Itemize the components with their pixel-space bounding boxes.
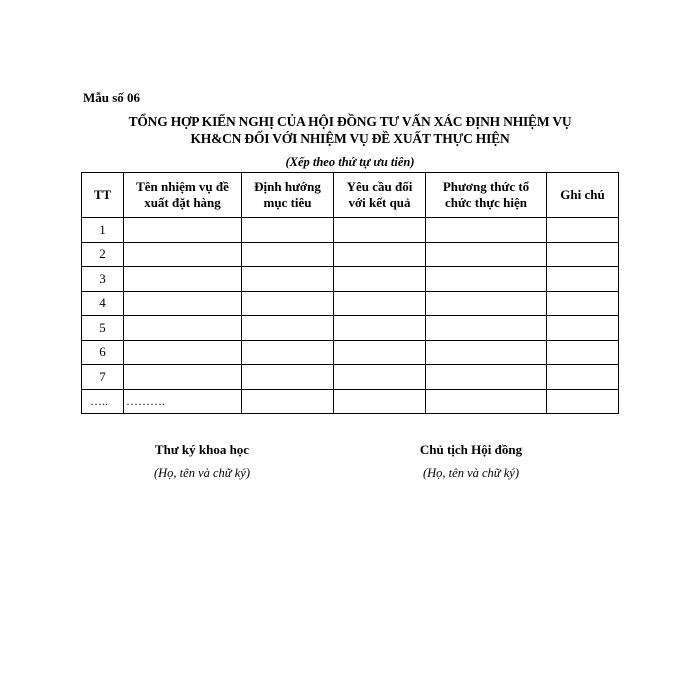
method-cell: [426, 365, 547, 390]
result-cell: [334, 316, 426, 341]
goal-cell: [242, 389, 334, 414]
row-number: 3: [82, 267, 124, 292]
header-goal: Định hướng mục tiêu: [242, 173, 334, 218]
result-cell: [334, 291, 426, 316]
secretary-label: Thư ký khoa học: [154, 442, 250, 457]
table-row: [82, 242, 619, 267]
goal-cell: [242, 242, 334, 267]
task-name-ellipsis: ……….: [124, 389, 242, 414]
method-cell: [426, 291, 547, 316]
secretary-signature-block: [102, 442, 302, 481]
secretary-signature-note: (Họ, tên và chữ ký): [153, 466, 250, 480]
note-cell: [547, 218, 619, 243]
document-title-line-1: TỔNG HỢP KIẾN NGHỊ CỦA HỘI ĐỒNG TƯ VẤN XÁC ĐỊNH NHIỆM VỤ: [128, 114, 572, 129]
result-cell: [334, 340, 426, 365]
goal-cell: [242, 365, 334, 390]
table-header-row: [82, 173, 619, 218]
method-cell: [426, 389, 547, 414]
task-name-cell: [124, 291, 242, 316]
row-number: 4: [82, 291, 124, 316]
note-cell: [547, 267, 619, 292]
task-name-cell: [124, 267, 242, 292]
table-row-continuation: [82, 389, 619, 414]
method-cell: [426, 218, 547, 243]
task-name-cell: [124, 218, 242, 243]
result-cell: [334, 267, 426, 292]
chairman-signature-block: [371, 442, 571, 481]
row-number: 2: [82, 242, 124, 267]
form-code: Mẫu số 06: [83, 90, 141, 105]
method-cell: [426, 267, 547, 292]
method-cell: [426, 316, 547, 341]
row-number: 6: [82, 340, 124, 365]
note-cell: [547, 242, 619, 267]
table-row: [82, 340, 619, 365]
row-number-ellipsis: …..: [82, 389, 124, 414]
goal-cell: [242, 291, 334, 316]
header-result-requirement: Yêu cầu đối với kết quả: [334, 173, 426, 218]
result-cell: [334, 389, 426, 414]
task-name-cell: [124, 242, 242, 267]
note-cell: [547, 365, 619, 390]
header-tt: TT: [82, 173, 124, 218]
row-number: 1: [82, 218, 124, 243]
note-cell: [547, 291, 619, 316]
note-cell: [547, 340, 619, 365]
note-cell: [547, 389, 619, 414]
document-title-line-2: KH&CN ĐỐI VỚI NHIỆM VỤ ĐỀ XUẤT THỰC HIỆN: [190, 131, 510, 146]
method-cell: [426, 340, 547, 365]
goal-cell: [242, 340, 334, 365]
row-number: 5: [82, 316, 124, 341]
chairman-label: Chủ tịch Hội đồng: [419, 442, 523, 457]
table-row: [82, 291, 619, 316]
table-row: [82, 267, 619, 292]
goal-cell: [242, 218, 334, 243]
result-cell: [334, 242, 426, 267]
table-row: [82, 218, 619, 243]
document-subtitle: (Xếp theo thứ tự ưu tiên): [285, 155, 415, 169]
header-task-name: Tên nhiệm vụ đề xuất đặt hàng: [124, 173, 242, 218]
table-row: [82, 365, 619, 390]
header-note: Ghi chú: [547, 173, 619, 218]
method-cell: [426, 242, 547, 267]
goal-cell: [242, 316, 334, 341]
row-number: 7: [82, 365, 124, 390]
task-name-cell: [124, 340, 242, 365]
recommendation-table: [81, 172, 619, 414]
header-implementation-method: Phương thức tổ chức thực hiện: [426, 173, 547, 218]
task-name-cell: [124, 365, 242, 390]
table-row: [82, 316, 619, 341]
goal-cell: [242, 267, 334, 292]
result-cell: [334, 218, 426, 243]
chairman-signature-note: (Họ, tên và chữ ký): [422, 466, 519, 480]
note-cell: [547, 316, 619, 341]
task-name-cell: [124, 316, 242, 341]
result-cell: [334, 365, 426, 390]
